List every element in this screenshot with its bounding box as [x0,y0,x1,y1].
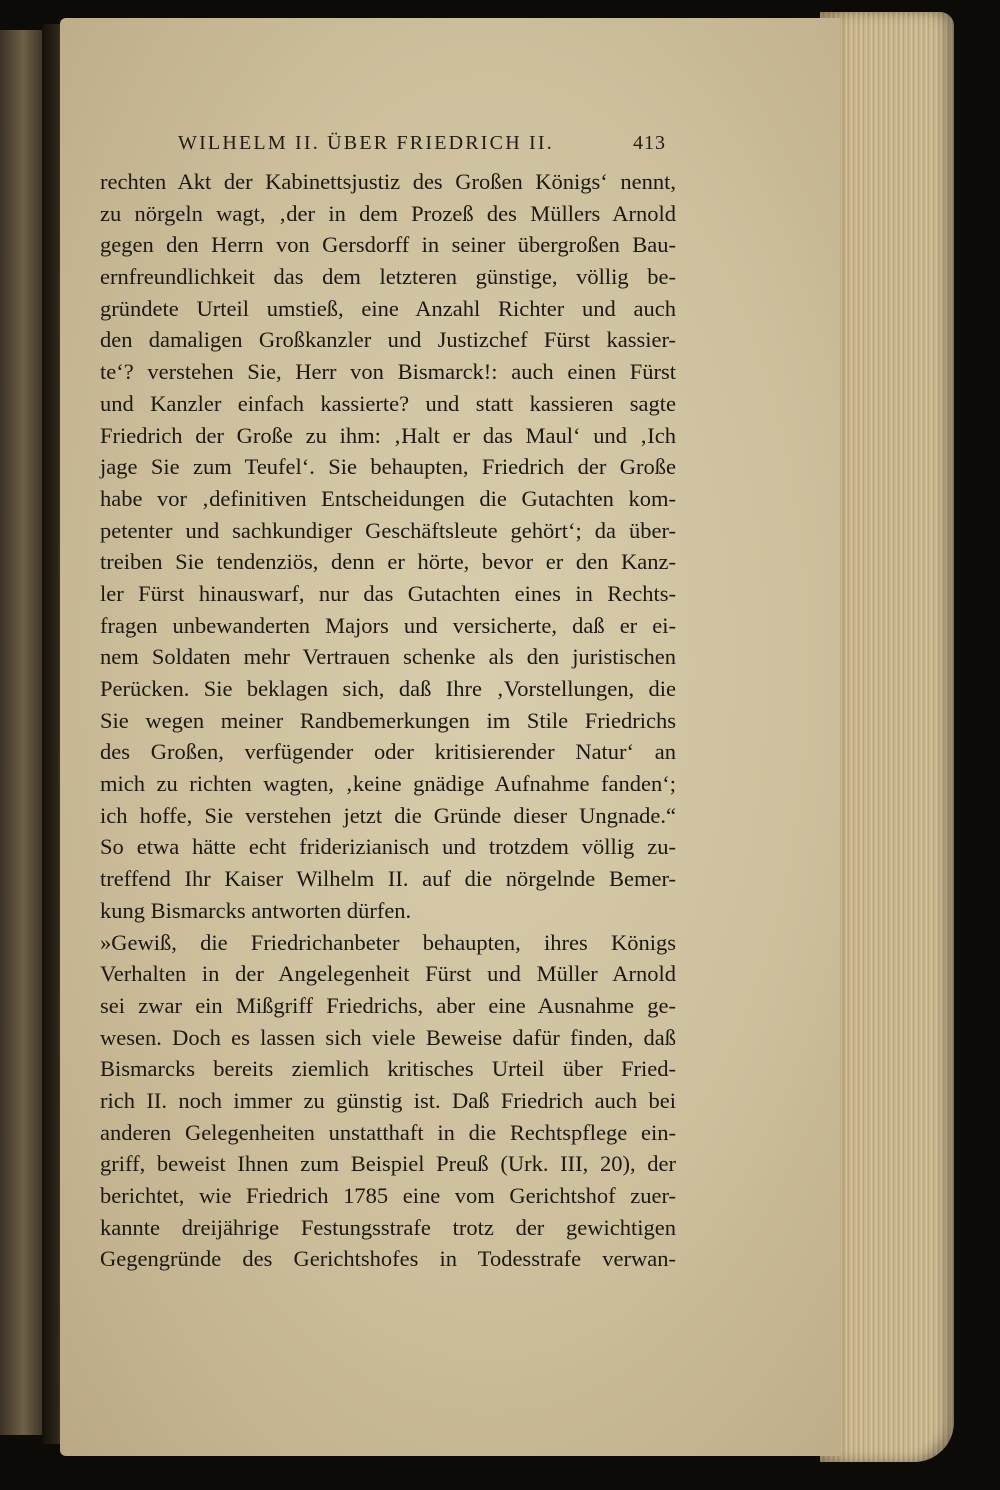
text-line: gegen den Herrn von Gersdorff in seiner übergroßen Bau- [100,232,676,258]
text-line: Gegengründe des Gerichtshofes in Todesstrafe verwan- [100,1246,676,1272]
text-line: ler Fürst hinauswarf, nur das Gutachten eines in Rechts- [100,580,676,606]
text-line: ich hoffe, Sie verstehen jetzt die Gründe dieser Ungnade.“ [100,802,676,828]
text-line: Verhalten in der Angelegenheit Fürst und Müller Arnold [100,961,676,987]
text-line: petenter und sachkundiger Geschäftsleute gehört‘; da über- [100,517,676,543]
text-line: habe vor ‚definitiven Entscheidungen die Gutachten kom- [100,485,676,511]
text-line: kannte dreijährige Festungsstrafe trotz der gewichtigen [100,1214,676,1240]
text-line: griff, beweist Ihnen zum Beispiel Preuß (Urk. III, 20), der [100,1151,676,1177]
text-line: anderen Gelegenheiten unstatthaft in die Rechtspflege ein- [100,1119,676,1145]
text-line: »Gewiß, die Friedrichanbeter behaupten, ihres Königs [100,929,676,955]
text-line: kung Bismarcks antworten dürfen. [100,897,412,923]
text-line: berichtet, wie Friedrich 1785 eine vom Gerichtshof zuer- [100,1183,676,1208]
running-title: WILHELM II. ÜBER FRIEDRICH II. [178,132,554,154]
text-line: mich zu richten wagten, ‚keine gnädige Aufnahme fanden‘; [100,771,676,797]
text-line: treiben Sie tendenziös, denn er hörte, bevor er den Kanz- [100,549,676,575]
text-line: gründete Urteil umstieß, eine Anzahl Richter und auch [100,295,676,321]
text-line: rich II. noch immer zu günstig ist. Daß Friedrich auch bei [100,1087,676,1113]
text-line: wesen. Doch es lassen sich viele Beweise dafür finden, daß [100,1024,676,1050]
text-line: So etwa hätte echt friderizianisch und trotzdem völlig zu- [100,834,676,860]
text-line: des Großen, verfügender oder kritisierender Natur‘ an [100,739,676,765]
text-line: jage Sie zum Teufel‘. Sie behaupten, Friedrich der Große [100,454,676,480]
text-line: sei zwar ein Mißgriff Friedrichs, aber eine Ausnahme ge- [100,992,676,1018]
text-line: nem Soldaten mehr Vertrauen schenke als den juristischen [100,644,676,670]
body-text [100,166,676,1275]
page-number: 413 [633,132,666,154]
text-line: fragen unbewanderten Majors und versicherte, daß er ei- [100,612,676,638]
text-line: zu nörgeln wagt, ‚der in dem Prozeß des Müllers Arnold [100,200,676,226]
page-header [178,132,678,160]
text-line: Friedrich der Große zu ihm: ‚Halt er das Maul‘ und ‚Ich [100,422,676,448]
text-line: te‘? verstehen Sie, Herr von Bismarck!: auch einen Fürst [100,359,676,385]
text-line: Bismarcks bereits ziemlich kritisches Urteil über Fried- [100,1056,676,1082]
text-line: rechten Akt der Kabinettsjustiz des Großen Königs‘ nennt, [100,169,676,194]
left-page-edge [0,30,42,1435]
text-line: und Kanzler einfach kassierte? und statt kassieren sagte [100,390,676,416]
text-line: ernfreundlichkeit das dem letzteren günstige, völlig be- [100,264,676,290]
text-line: treffend Ihr Kaiser Wilhelm II. auf die nörgelnde Bemer- [100,866,676,892]
text-line: Perücken. Sie beklagen sich, daß Ihre ‚Vorstellungen, die [100,676,676,701]
text-line: Sie wegen meiner Randbemerkungen im Stile Friedrichs [100,707,676,733]
text-line: den damaligen Großkanzler und Justizchef Fürst kassier- [100,327,676,353]
